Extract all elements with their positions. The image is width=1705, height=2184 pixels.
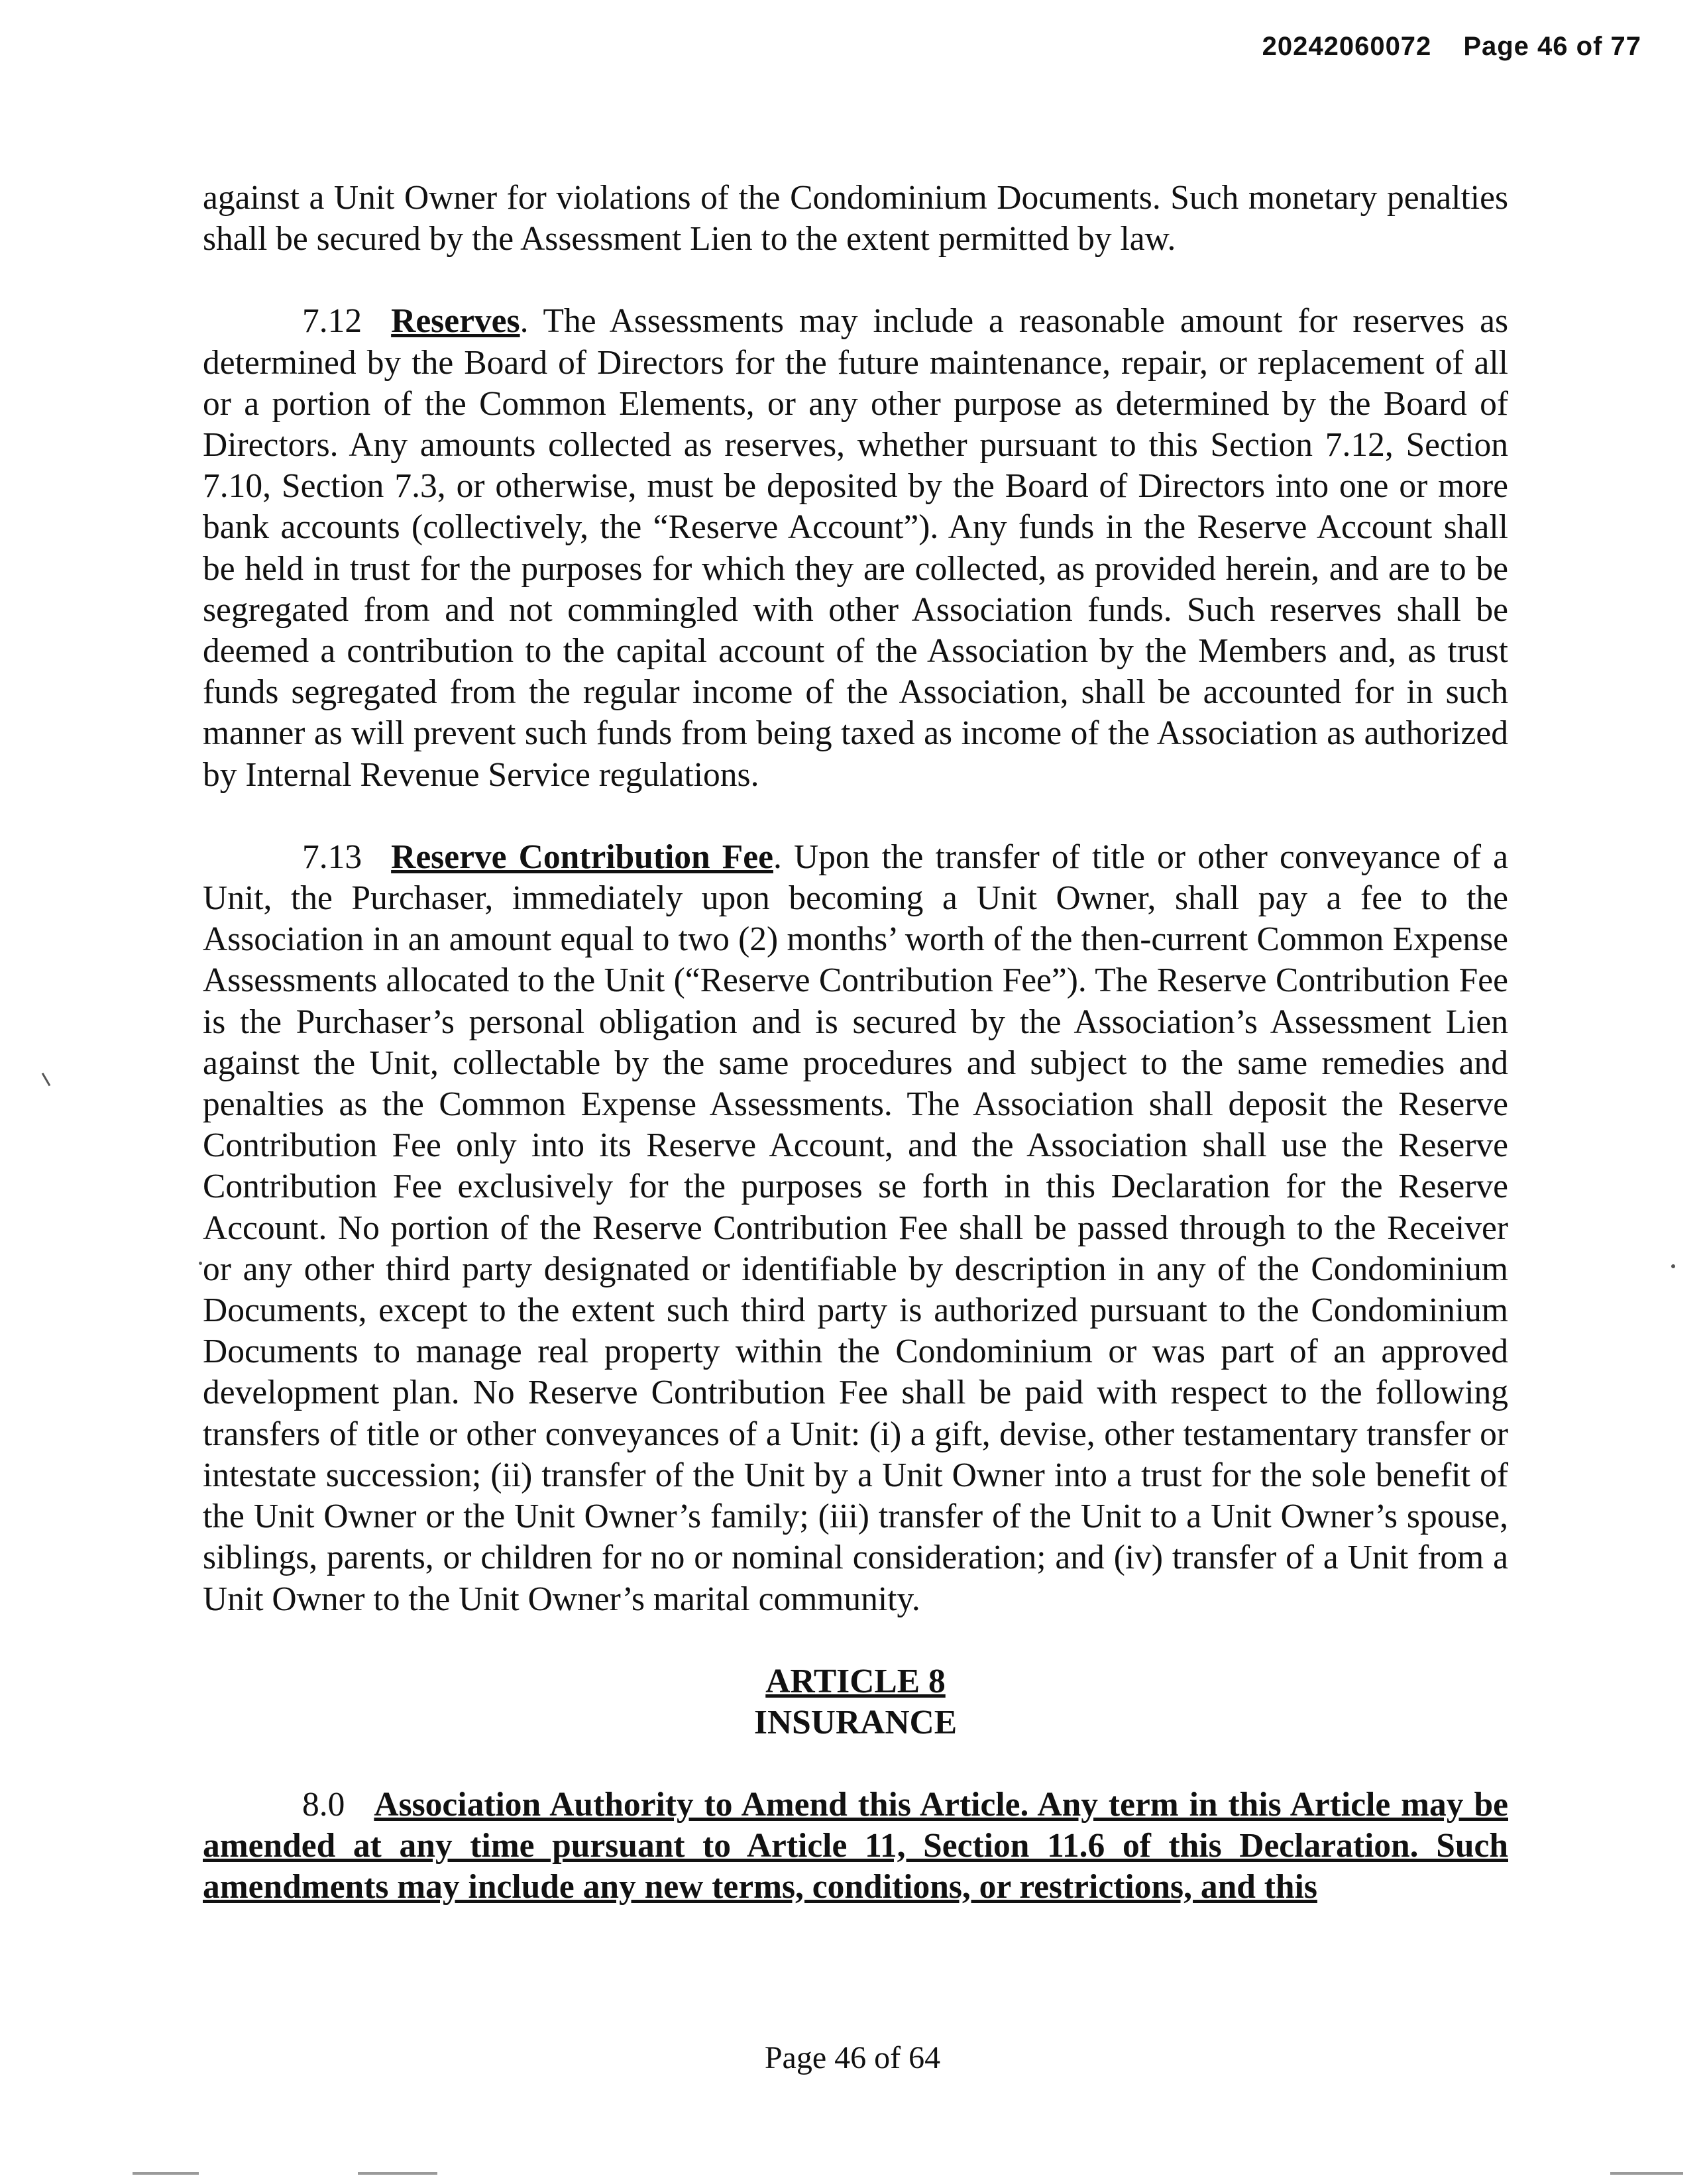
scan-speck xyxy=(199,1262,202,1265)
scan-speck xyxy=(1671,1264,1675,1268)
page-footer: Page 46 of 64 xyxy=(764,2040,941,2075)
section-number: 7.13 xyxy=(302,838,362,876)
section-number: 7.12 xyxy=(302,302,362,341)
scan-edge-mark xyxy=(133,2172,199,2175)
section-text: . Any term in this Article may be amended at any time pursuant to Article 11, Section 11.6 of this Declaration. Such amendments may include any new terms, conditions, or restrictions, and this xyxy=(203,1785,1508,1906)
section-heading: Reserves xyxy=(391,302,520,341)
recording-page-label: Page 46 of 77 xyxy=(1463,32,1641,61)
recording-number: 20242060072 xyxy=(1262,32,1432,61)
recording-header xyxy=(1262,32,1641,62)
section-heading: Association Authority to Amend this Article xyxy=(374,1785,1020,1824)
section-heading: Reserve Contribution Fee xyxy=(391,838,773,876)
section-number: 8.0 xyxy=(302,1785,345,1824)
scan-speck xyxy=(42,1073,51,1087)
article-number: ARTICLE 8 xyxy=(765,1662,946,1700)
section-7-13 xyxy=(203,837,1508,1620)
opening-paragraph: against a Unit Owner for violations of the Condominium Documents. Such monetary penalties shall be secured by the Assessment Lien to the extent permitted by law. xyxy=(203,179,1508,258)
section-text: . The Assessments may include a reasonable amount for reserves as determined by the Board of Directors for the future maintenance, repair, or replacement of all or a portion of the Common Elements, or any other purpose as determined by the Board of Directors. Any amounts collected as reserves, whether pursuant to this Section 7.12, Section 7.10, Section 7.3, or otherwise, must be deposited by the Board of Directors into one or more bank accounts (collectively, the “Reserve Account”). Any funds in the Reserve Account shall be held in trust for the purposes for which they are collected, as provided herein, and are to be segregated from and not commingled with other Association funds. Such reserves shall be deemed a contribution to the capital account of the Association by the Members and, as trust funds segregated from the regular income of the Association, shall be accounted for in such manner as will prevent such funds from being taxed as income of the Association as authorized by Internal Revenue Service regulations. xyxy=(203,302,1508,794)
article-title: INSURANCE xyxy=(753,1703,958,1741)
document-body xyxy=(203,178,1508,1908)
section-7-12 xyxy=(203,301,1508,795)
scan-edge-mark xyxy=(358,2172,437,2175)
section-text: . Upon the transfer of title or other conveyance of a Unit, the Purchaser, immediately upon becoming a Unit Owner, shall pay a fee to the Association in an amount equal to two (2) months’ worth of the then-current Common Expense Assessments allocated to the Unit (“Reserve Contribution Fee”). The Reserve Contribution Fee is the Purchaser’s personal obligation and is secured by the Association’s Assessment Lien against the Unit, collectable by the same procedures and subject to the same remedies and penalties as the Common Expense Assessments. The Association shall deposit the Reserve Contribution Fee only into its Reserve Account, and the Association shall use the Reserve Contribution Fee exclusively for the purposes se forth in this Declaration for the Reserve Account. No portion of the Reserve Contribution Fee shall be passed through to the Receiver or any other third party designated or identifiable by description in any of the Condominium Documents, except to the extent such third party is authorized pursuant to the Condominium Documents to manage real property within the Condominium or was part of an approved development plan. No Reserve Contribution Fee shall be paid with respect to the following transfers of title or other conveyances of a Unit: (i) a gift, devise, other testamentary transfer or intestate succession; (ii) transfer of the Unit by a Unit Owner into a trust for the sole benefit of the Unit Owner or the Unit Owner’s family; (iii) transfer of the Unit to a Unit Owner’s spouse, siblings, parents, or children for no or nominal consideration; and (iv) transfer of a Unit from a Unit Owner to the Unit Owner’s marital community. xyxy=(203,838,1509,1618)
scan-edge-mark xyxy=(1610,2172,1683,2175)
section-8-0 xyxy=(203,1784,1508,1908)
article-heading xyxy=(203,1661,1508,1743)
